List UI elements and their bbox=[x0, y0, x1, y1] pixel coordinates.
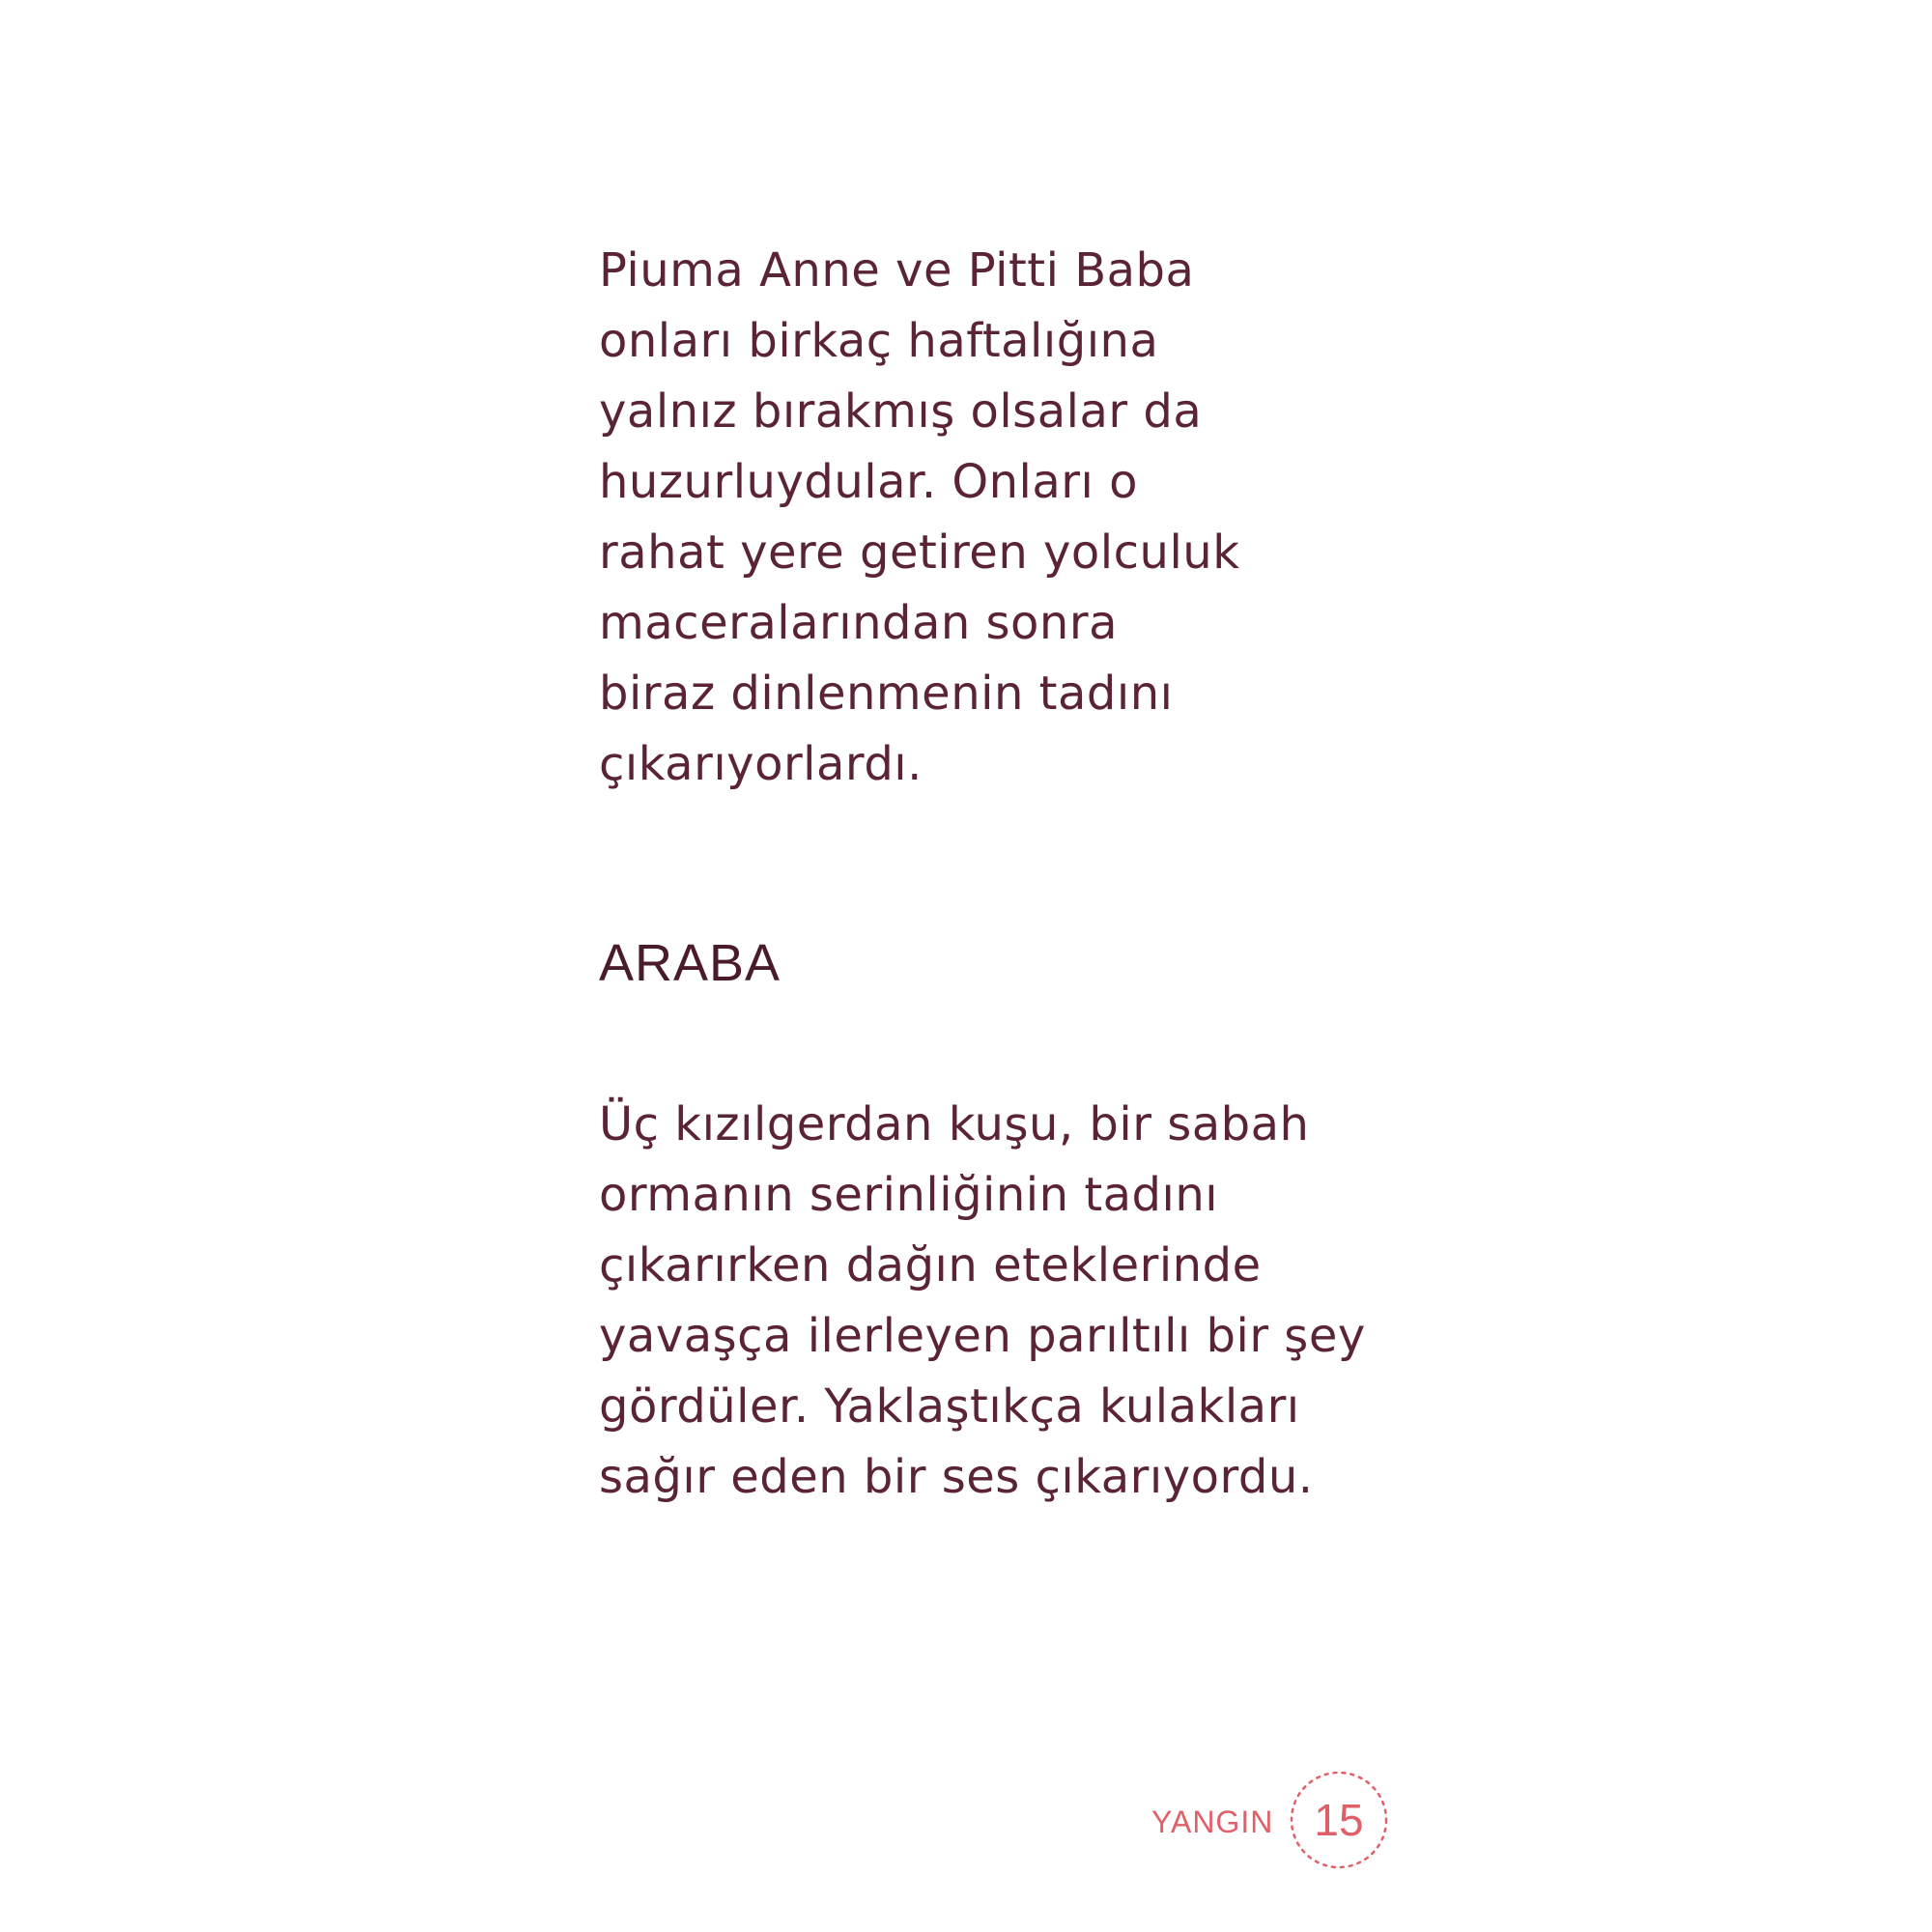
paragraph-1 bbox=[599, 236, 1240, 800]
running-section-name: YANGIN bbox=[1151, 1804, 1274, 1839]
text-line: biraz dinlenmenin tadını bbox=[599, 667, 1174, 721]
text-line: yalnız bırakmış olsalar da bbox=[599, 384, 1203, 439]
page-number: 15 bbox=[1314, 1795, 1364, 1845]
text-line: maceralarından sonra bbox=[599, 596, 1118, 650]
text-line: çıkarıyorlardı. bbox=[599, 737, 923, 791]
text-line: gördüler. Yaklaştıkça kulakları bbox=[599, 1379, 1300, 1434]
text-line: onları birkaç haftalığına bbox=[599, 314, 1159, 368]
paragraph-2 bbox=[599, 1090, 1366, 1513]
text-line: Piuma Anne ve Pitti Baba bbox=[599, 243, 1195, 298]
text-line: ormanın serinliğinin tadını bbox=[599, 1168, 1219, 1222]
page-footer bbox=[1140, 1766, 1410, 1878]
text-line: Üç kızılgerdan kuşu, bir sabah bbox=[599, 1097, 1310, 1151]
page-number-badge bbox=[1287, 1768, 1391, 1872]
text-line: huzurluydular. Onları o bbox=[599, 455, 1138, 509]
text-line: çıkarırken dağın eteklerinde bbox=[599, 1238, 1262, 1293]
text-line: sağır eden bir ses çıkarıyordu. bbox=[599, 1450, 1314, 1504]
text-line: rahat yere getiren yolculuk bbox=[599, 526, 1240, 580]
text-line: yavaşça ilerleyen parıltılı bir şey bbox=[599, 1309, 1366, 1363]
section-heading: ARABA bbox=[599, 934, 781, 992]
